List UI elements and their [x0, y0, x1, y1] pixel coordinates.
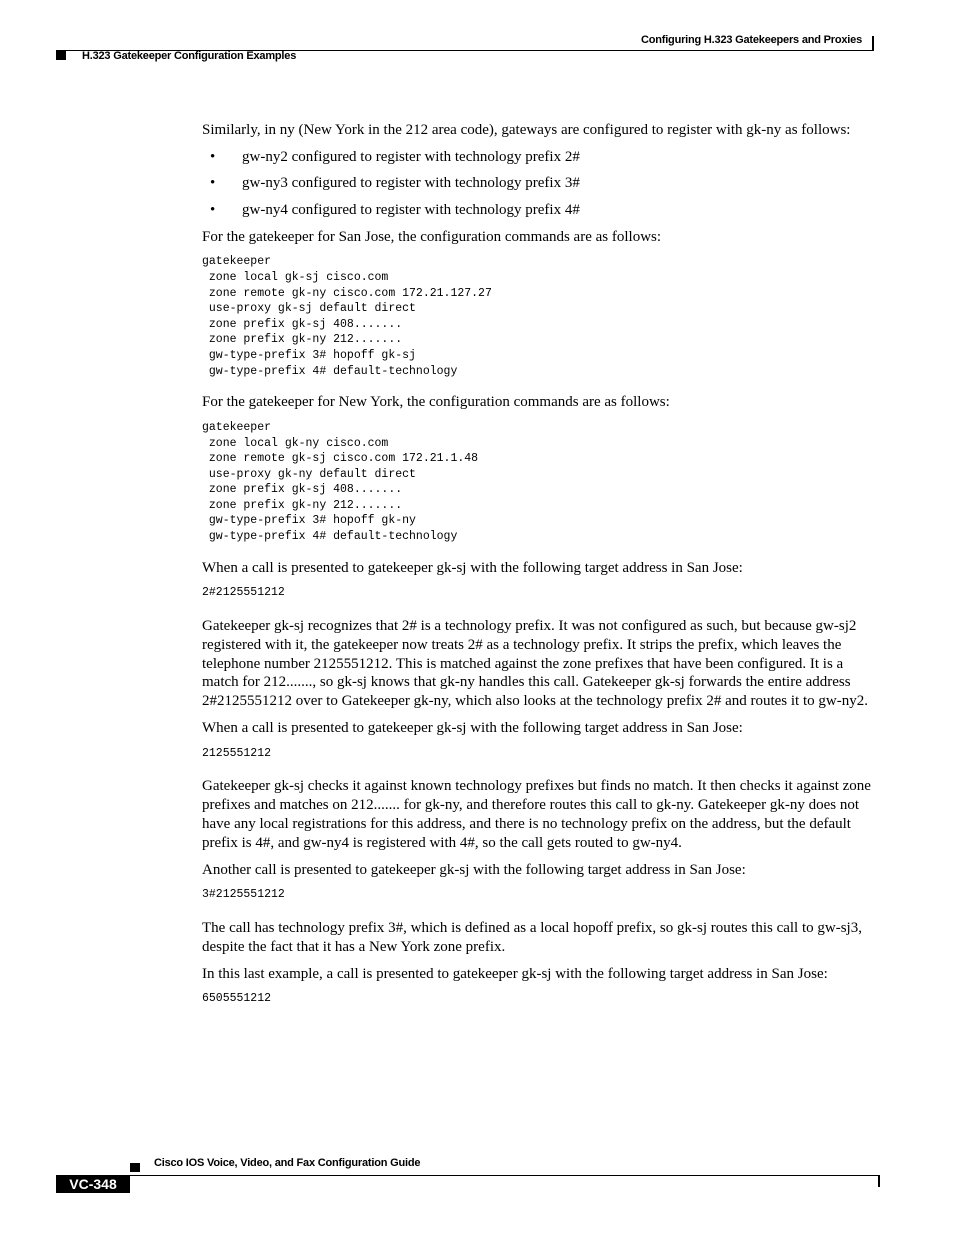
header-marker [56, 51, 66, 60]
call4-intro: In this last example, a call is presented to gatekeeper gk-sj with the following target address in San Jose: [202, 965, 828, 982]
ny-config-intro: For the gatekeeper for New York, the configuration commands are as follows: [202, 394, 670, 411]
bullet-icon: • [210, 175, 216, 192]
footer-bar [878, 1175, 880, 1187]
call2-explanation: Gatekeeper gk-sj checks it against known technology prefixes but finds no match. It then checks it against zone prefixes and matches on 212....... for gk-ny, and therefore routes this call to gk-ny. Gatekeeper gk-ny does not have any local registrations for this address, and there is no technology prefix on the address, but the default prefix is 4#, and gw-ny4 is registered with 4#, so the call gets routed to gw-ny4. [202, 778, 871, 851]
chapter-title: Configuring H.323 Gatekeepers and Proxies [640, 34, 862, 46]
call1-explanation: Gatekeeper gk-sj recognizes that 2# is a technology prefix. It was not configured as such, but because gw-sj2 registered with it, the gatekeeper now treats 2# as a technology prefix. It strips the prefix, which leaves the telephone number 2125551212. This is matched against the zone prefixes that have been configured. It is a match for 212......., so gk-sj knows that gk-ny handles this call. Gatekeeper gk-sj forwards the entire address 2#2125551212 over to Gatekeeper gk-ny, which also looks at the technology prefix 2# and routes it to gw-ny2. [202, 618, 868, 710]
call3-explanation: The call has technology prefix 3#, which is defined as a local hopoff prefix, so gk-sj routes this call to gw-sj3, despite the fact that it has a New York zone prefix. [202, 920, 862, 955]
sj-config-intro: For the gatekeeper for San Jose, the configuration commands are as follows: [202, 228, 662, 245]
sj-config-code: gatekeeper zone local gk-sj cisco.com zone remote gk-ny cisco.com 172.21.127.27 use-proxy gk-sj default direct zone prefix gk-sj 408....... zone prefix gk-ny 212....... gw-type-prefix 3# hopoff gk-sj gw-type-prefix 4# default-technology [202, 255, 492, 378]
ny-config-code: gatekeeper zone local gk-ny cisco.com zone remote gk-sj cisco.com 172.21.1.48 use-proxy gk-ny default direct zone prefix gk-sj 408....... zone prefix gk-ny 212....... gw-type-prefix 3# hopoff gk-ny gw-type-prefix 4# default-technology [202, 420, 479, 544]
call1-intro: When a call is presented to gatekeeper gk-sj with the following target address in San Jose: [202, 559, 743, 576]
list-item: • gw-ny2 configured to register with technology prefix 2# [210, 148, 580, 165]
call2-intro: When a call is presented to gatekeeper gk-sj with the following target address in San Jose: [202, 720, 743, 737]
list-item: • gw-ny3 configured to register with technology prefix 3# [210, 175, 580, 192]
call3-intro: Another call is presented to gatekeeper gk-sj with the following target address in San Jose: [202, 861, 746, 878]
list-item: • gw-ny4 configured to register with technology prefix 4# [210, 201, 580, 218]
bullet-icon: • [210, 148, 216, 165]
call1-address: 2#2125551212 [202, 586, 285, 600]
section-title: H.323 Gatekeeper Configuration Examples [82, 50, 297, 62]
call2-address: 2125551212 [202, 746, 272, 760]
page-content [202, 121, 882, 1023]
header-bar [872, 36, 874, 50]
bullet-icon: • [210, 201, 216, 218]
page-number: VC-348 [56, 1175, 130, 1193]
footer-marker [130, 1163, 140, 1172]
call4-address: 6505551212 [202, 992, 272, 1006]
intro-paragraph: Similarly, in ny (New York in the 212 area code), gateways are configured to register with gk-ny as follows: [202, 122, 851, 138]
gateway-list [202, 148, 882, 220]
call3-address: 3#2125551212 [202, 888, 285, 902]
guide-title: Cisco IOS Voice, Video, and Fax Configuration Guide [154, 1157, 421, 1169]
footer-rule [130, 1175, 880, 1176]
